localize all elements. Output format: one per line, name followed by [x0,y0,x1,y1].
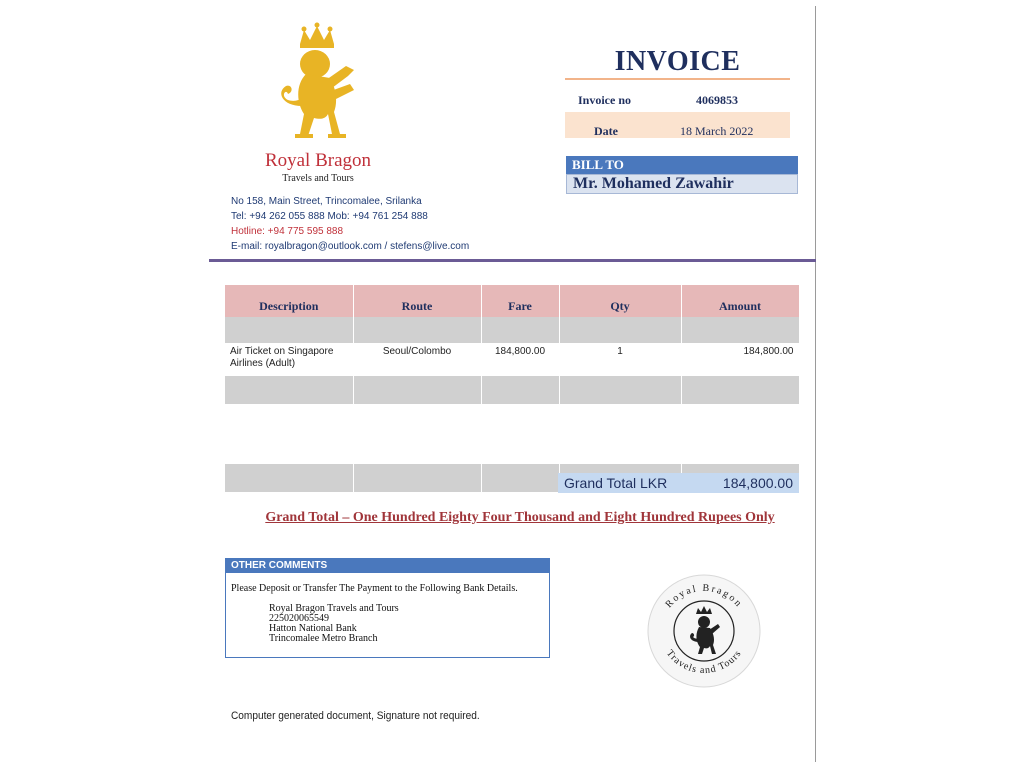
company-phone: Tel: +94 262 055 888 Mob: +94 761 254 888 [231,211,428,222]
company-address: No 158, Main Street, Trincomalee, Srilanka [231,196,422,207]
header-amount: Amount [681,285,799,317]
bill-to-heading: BILL TO [566,156,798,174]
payment-instructions: Please Deposit or Transfer The Payment to the Following Bank Details. [231,583,518,594]
grand-total-label: Grand Total LKR [564,475,668,491]
company-stamp [645,572,763,690]
company-hotline: Hotline: +94 775 595 888 [231,226,344,237]
table-row-empty [225,404,799,434]
table-row-empty [225,317,799,343]
table-header-row [225,285,799,317]
items-table [225,285,800,492]
bank-details [226,604,549,644]
bill-to-name: Mr. Mohamed Zawahir [566,174,798,194]
grand-total-words: Grand Total – One Hundred Eighty Four Thousand and Eight Hundred Rupees Only [265,510,775,525]
company-logo [262,22,372,152]
other-comments-heading: OTHER COMMENTS [226,559,549,573]
invoice-date-value: 18 March 2022 [680,124,754,138]
header-fare: Fare [481,285,559,317]
invoice-date-label: Date [594,124,618,138]
header-divider [209,259,816,262]
header-description: Description [225,285,353,317]
company-subtitle: Travels and Tours [282,173,354,184]
stamp-top-text: Royal Bragon [663,582,745,611]
cell-qty: 1 [559,343,681,376]
header-qty: Qty [559,285,681,317]
table-row-empty [225,376,799,404]
bank-name: Hatton National Bank [269,623,357,634]
invoice-title-rule [565,78,790,80]
other-comments-box [225,558,550,658]
table-row-empty [225,434,799,464]
company-email: E-mail: royalbragon@outlook.com / stefens@live.com [231,241,470,252]
cell-amount: 184,800.00 [681,343,799,376]
header-route: Route [353,285,481,317]
grand-total-value: 184,800.00 [722,475,793,491]
cell-fare: 184,800.00 [481,343,559,376]
stamp-bottom-text: Travels and Tours [663,647,745,677]
bank-account-name: Royal Bragon Travels and Tours [269,603,399,614]
cell-description: Air Ticket on Singapore Airlines (Adult) [225,343,353,376]
bank-branch: Trincomalee Metro Branch [269,633,378,644]
invoice-number-label: Invoice no [578,93,632,107]
table-row [225,343,799,376]
invoice-number-value: 4069853 [696,93,738,107]
bank-account-number: 225020065549 [269,613,329,624]
grand-total-box [558,473,799,493]
company-name: Royal Bragon [264,150,372,171]
invoice-title: INVOICE [614,46,741,77]
page-edge-line [815,6,816,762]
cell-route: Seoul/Colombo [353,343,481,376]
footer-note: Computer generated document, Signature not required. [231,710,480,722]
